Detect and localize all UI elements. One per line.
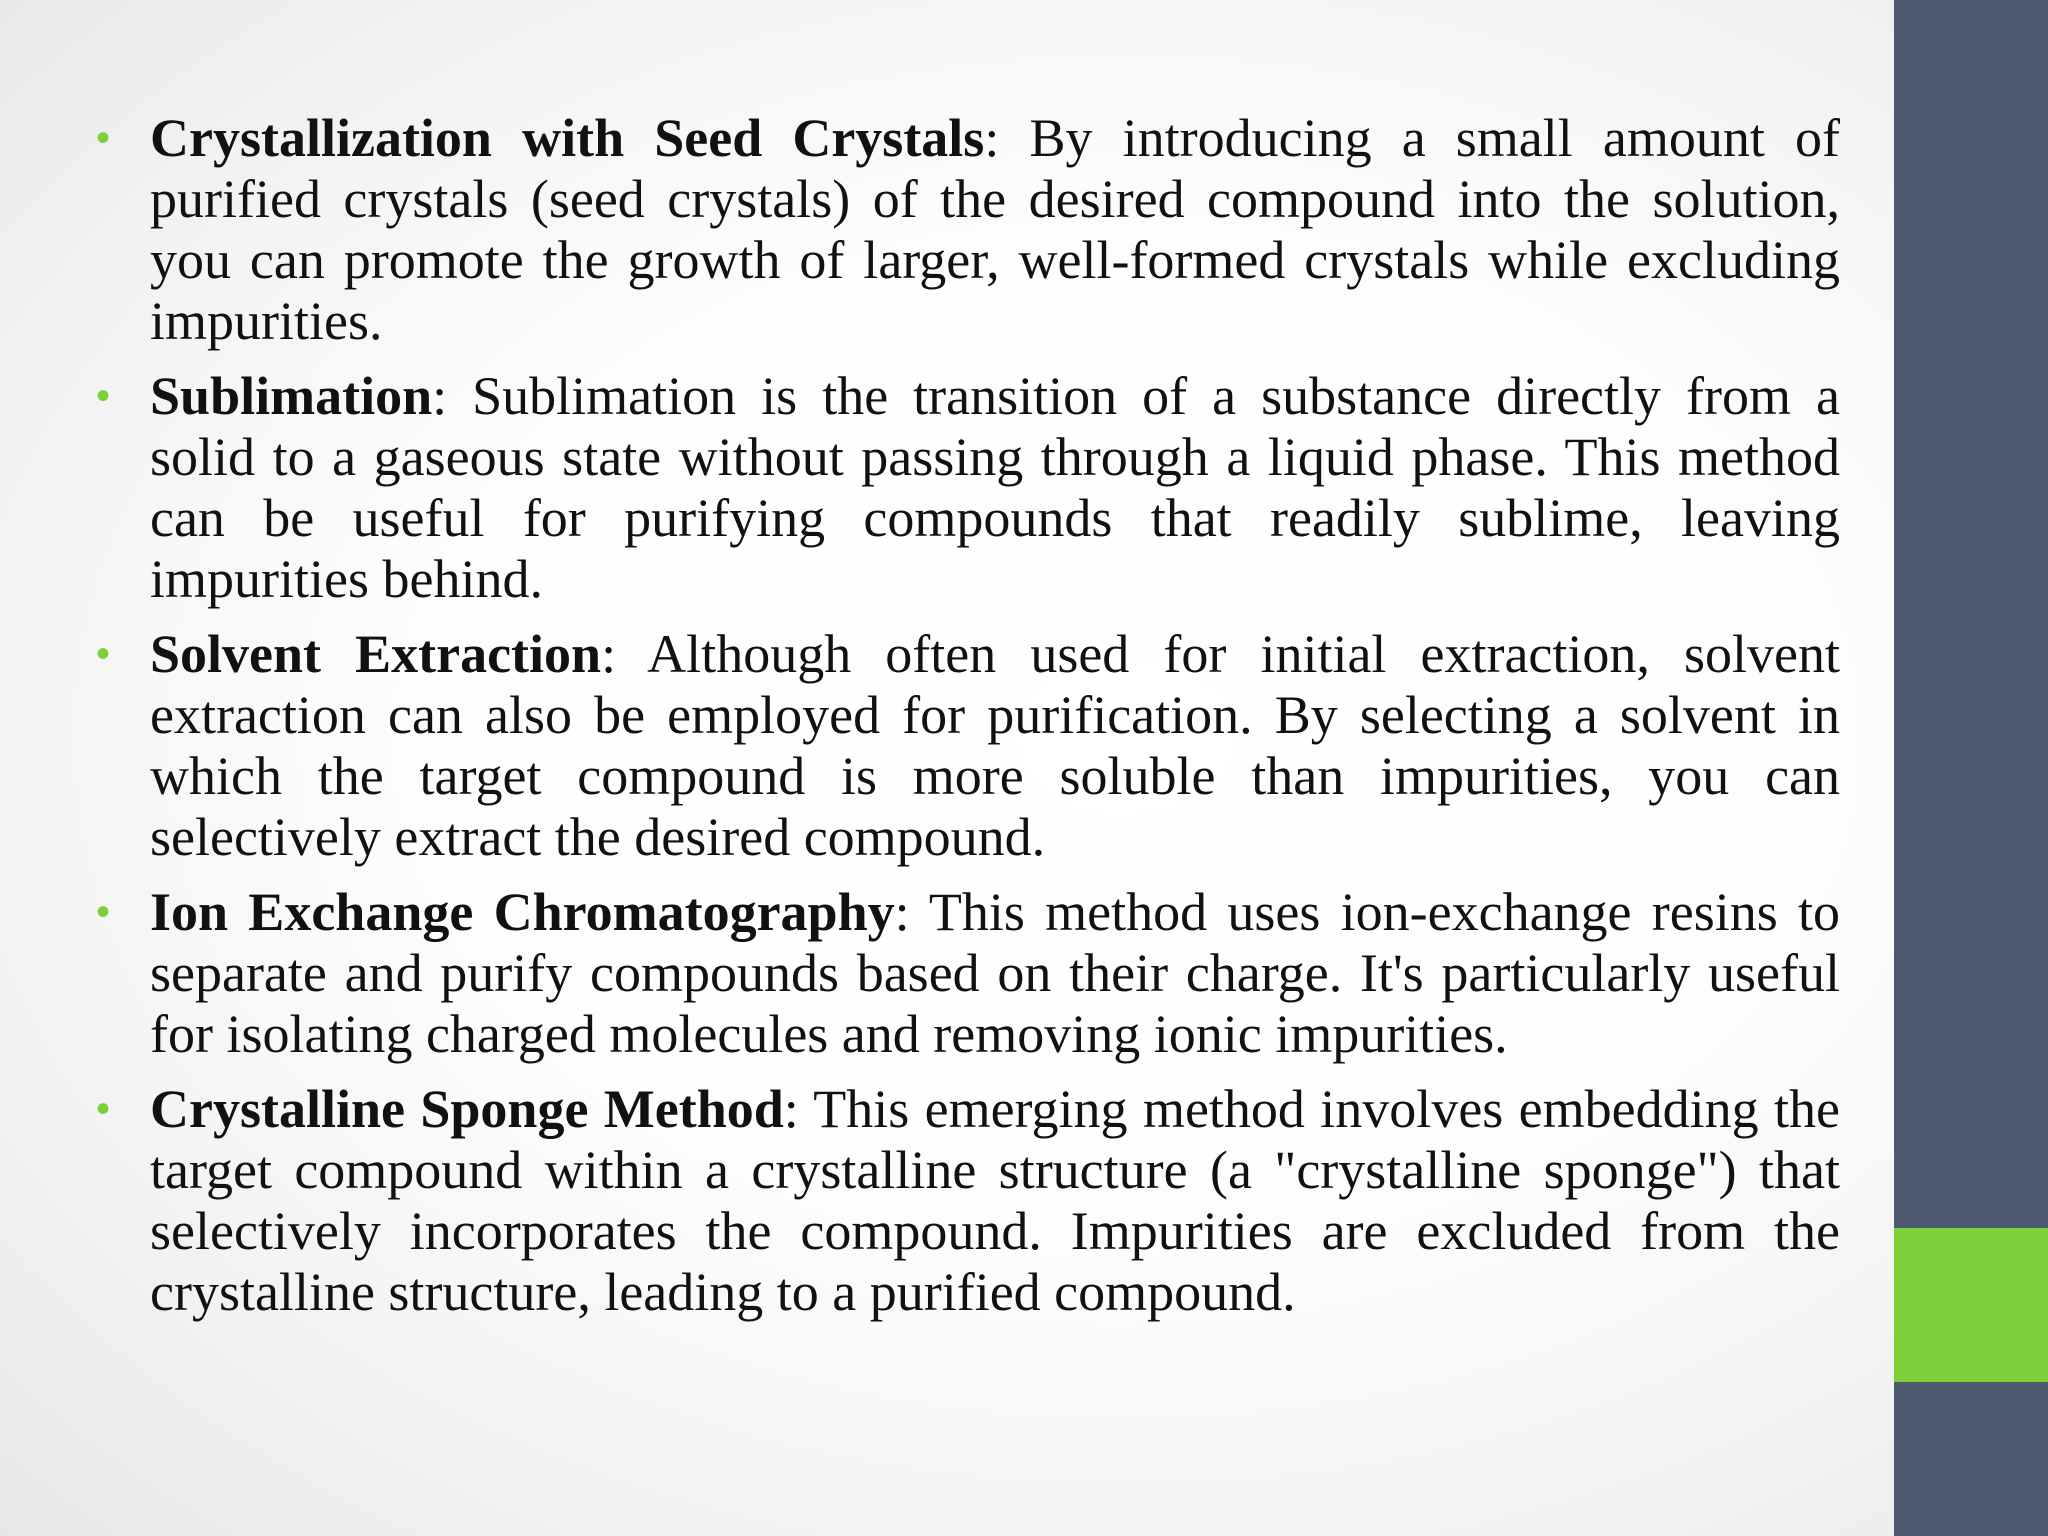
bullet-text: By introducing a small amount of purified crystals (seed crystals) of the desired compound into the solution, you can promote the growth of larger, well-formed crystals while excluding impurities.	[150, 108, 1840, 351]
bullet-separator: :	[984, 108, 1000, 168]
bullet-icon: •	[96, 890, 111, 934]
bullet-icon: •	[96, 1087, 111, 1131]
slide-content	[96, 108, 1840, 1488]
bullet-list	[96, 108, 1840, 1323]
bullet-item-crystalline-sponge	[96, 1079, 1840, 1323]
bullet-icon: •	[96, 632, 111, 676]
bullet-term: Ion Exchange Chromatography	[150, 882, 895, 942]
bullet-item-sublimation	[96, 366, 1840, 610]
bullet-term: Solvent Extraction	[150, 624, 602, 684]
bullet-item-ion-exchange	[96, 882, 1840, 1065]
bullet-separator: :	[894, 882, 910, 942]
bullet-term: Crystallization with Seed Crystals	[150, 108, 985, 168]
bullet-separator: :	[783, 1079, 799, 1139]
bullet-text: This emerging method involves embedding the target compound within a crystalline structure (a "crystalline sponge") that selectively incorporates the compound. Impurities are excluded from the crystalline structure, leading to a purified compound.	[150, 1079, 1840, 1322]
bullet-term: Crystalline Sponge Method	[150, 1079, 784, 1139]
bullet-separator: :	[601, 624, 617, 684]
bullet-text: This method uses ion-exchange resins to separate and purify compounds based on their charge. It's particularly useful for isolating charged molecules and removing ionic impurities.	[150, 882, 1840, 1064]
bullet-text: Although often used for initial extraction, solvent extraction can also be employed for purification. By selecting a solvent in which the target compound is more soluble than impurities, you can selectively extract the desired compound.	[150, 624, 1840, 867]
sidebar-accent-block	[1894, 1228, 2048, 1382]
bullet-item-seed-crystals	[96, 108, 1840, 352]
bullet-item-solvent-extraction	[96, 624, 1840, 868]
bullet-text: Sublimation is the transition of a substance directly from a solid to a gaseous state without passing through a liquid phase. This method can be useful for purifying compounds that readily sublime, leaving impurities behind.	[150, 366, 1840, 609]
bullet-term: Sublimation	[150, 366, 433, 426]
bullet-icon: •	[96, 116, 111, 160]
bullet-separator: :	[432, 366, 448, 426]
bullet-icon: •	[96, 374, 111, 418]
